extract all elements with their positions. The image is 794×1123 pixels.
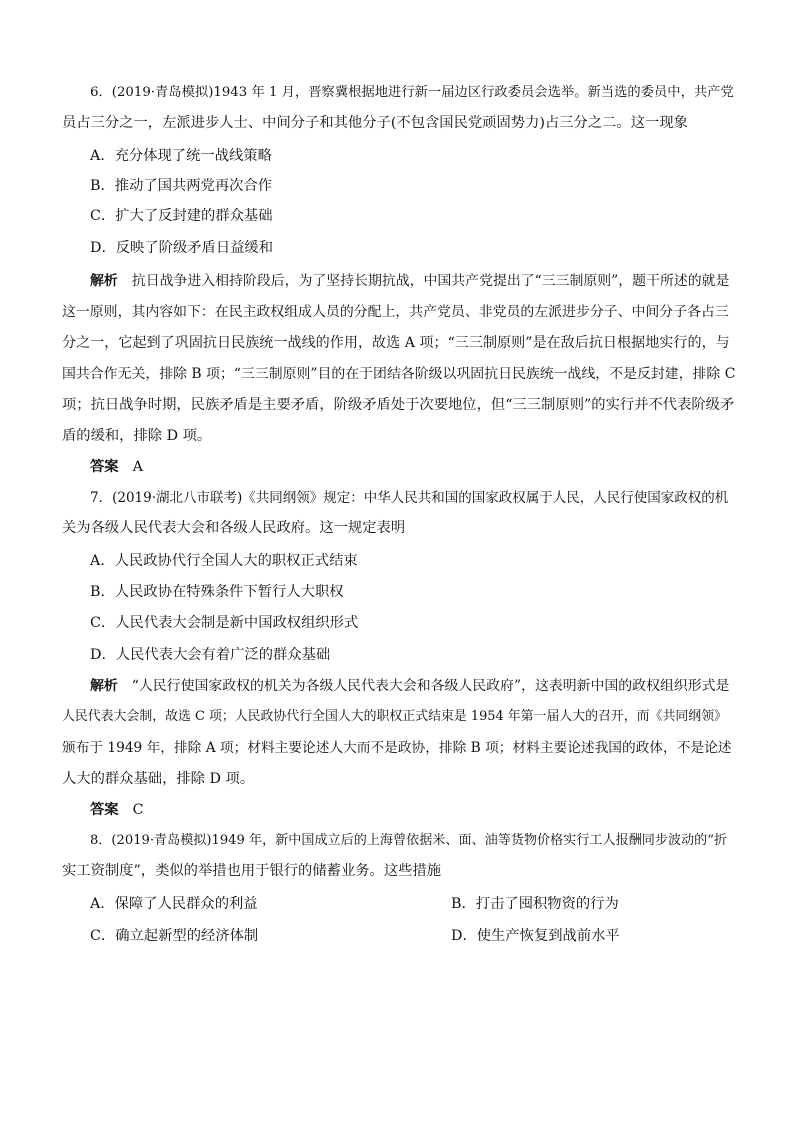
q8-stem-line-2: 实工资制度”，类似的举措也用于银行的储蓄业务。这些措施 <box>62 863 442 879</box>
q6-answer-label: 答案 <box>90 459 119 475</box>
q7-analysis-line-1 <box>90 676 729 696</box>
q6-option-b: B．推动了国共两党再次合作 <box>90 178 273 194</box>
q7-answer-label: 答案 <box>90 802 119 818</box>
q7-answer-value: C <box>132 802 144 818</box>
q8-option-c: C．确立起新型的经济体制 <box>90 928 259 944</box>
q6-analysis-line-2: 这一原则，其内容如下：在民主政权组成人员的分配上，共产党员、非党员的左派进步分子、中间分子各占三 <box>62 304 729 320</box>
q7-analysis-label: 解析 <box>90 678 118 694</box>
q6-stem-line-1: 6．(2019·青岛模拟)1943 年 1 月，晋察冀根据地进行新一届边区行政委员会选举。新当选的委员中，共产党 <box>90 85 734 100</box>
q7-analysis-line-3: 颁布于 1949 年，排除 A 项；材料主要论述人大而不是政协，排除 B 项；材料主要论述我国的政体，不是论述 <box>62 740 732 756</box>
q7-analysis-text-1: “人民行使国家政权的机关为各级人民代表大会和各级人民政府”，这表明新中国的政权组织形式是 <box>131 678 730 694</box>
q7-option-d: D．人民代表大会有着广泛的群众基础 <box>90 647 331 663</box>
q6-analysis-label: 解析 <box>90 273 118 289</box>
q7-stem-line-1: 7．(2019·湖北八市联考)《共同纲领》规定：中华人民共和国的国家政权属于人民，人民行使国家政权的机 <box>90 490 729 506</box>
q8-option-a: A．保障了人民群众的利益 <box>90 896 258 912</box>
q6-option-a: A．充分体现了统一战线策略 <box>90 148 272 164</box>
q7-option-b: B．人民政协在特殊条件下暂行人大职权 <box>90 584 344 600</box>
q6-analysis-line-3: 分之一，它起到了巩固抗日民族统一战线的作用，故选 A 项；“三三制原则”是在敌后抗日根据地实行的，与 <box>62 335 730 351</box>
q6-analysis-line-4: 国共合作无关，排除 B 项；“三三制原则”目的在于团结各阶级以巩固抗日民族统一战线，不是反封建，排除 C <box>62 366 736 382</box>
q8-option-d: D．使生产恢复到战前水平 <box>451 928 620 944</box>
q8-stem-line-1: 8．(2019·青岛模拟)1949 年，新中国成立后的上海曾依据米、面、油等货物价格实行工人报酬同步波动的“折 <box>90 833 728 848</box>
q7-analysis-line-2: 人民代表大会制，故选 C 项；人民政协代行全国人大的职权正式结束是 1954 年第一届人大的召开，而《共同纲领》 <box>62 709 727 724</box>
q6-stem-line-2: 员占三分之一，左派进步人士、中间分子和其他分子(不包含国民党顽固势力)占三分之二。这一现象 <box>62 115 688 131</box>
q6-answer <box>90 457 143 477</box>
q7-stem-line-2: 关为各级人民代表大会和各级人民政府。这一规定表明 <box>62 520 406 536</box>
q6-option-c: C．扩大了反封建的群众基础 <box>90 208 273 224</box>
q6-analysis-line-1 <box>90 271 729 291</box>
q6-option-d: D．反映了阶级矛盾日益缓和 <box>90 240 274 256</box>
q8-option-b: B．打击了囤积物资的行为 <box>451 896 619 912</box>
q6-analysis-line-5: 项；抗日战争时期，民族矛盾是主要矛盾，阶级矛盾处于次要地位，但“三三制原则”的实行并不代表阶级矛 <box>62 397 735 413</box>
q6-analysis-text-1: 抗日战争进入相持阶段后，为了坚持长期抗战，中国共产党提出了“三三制原则”，题干所述的就是 <box>131 273 730 289</box>
q7-option-c: C．人民代表大会制是新中国政权组织形式 <box>90 615 359 631</box>
q7-analysis-line-4: 人大的群众基础，排除 D 项。 <box>62 771 255 787</box>
q6-analysis-line-6: 盾的缓和，排除 D 项。 <box>62 428 212 444</box>
q7-option-a: A．人民政协代行全国人大的职权正式结束 <box>90 553 358 569</box>
q6-answer-value: A <box>132 459 143 475</box>
q7-answer <box>90 800 144 820</box>
